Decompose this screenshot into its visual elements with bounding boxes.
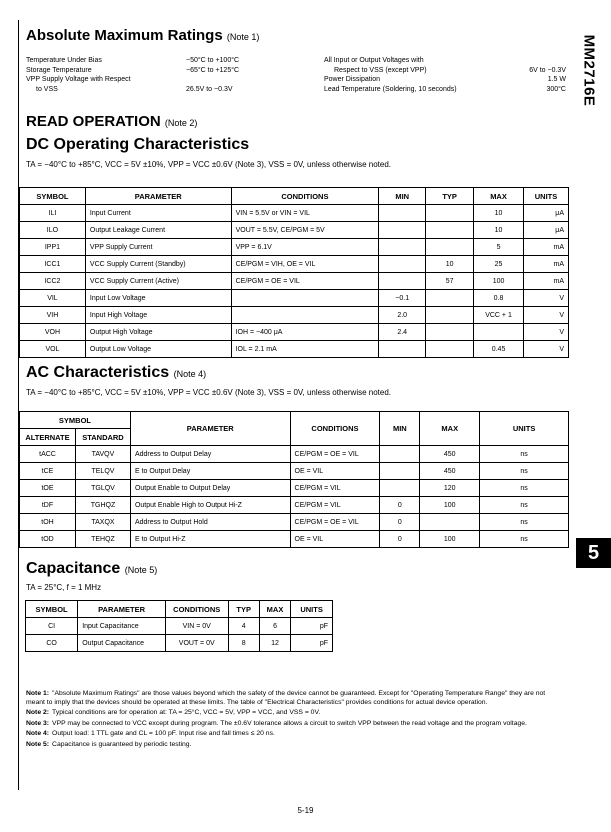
dc-header-cell: MIN bbox=[379, 188, 426, 205]
cap-cell: 12 bbox=[259, 635, 290, 652]
rating-label: Storage Temperature bbox=[26, 66, 92, 74]
dc-table bbox=[19, 187, 569, 358]
rating-label: VPP Supply Voltage with Respect bbox=[26, 76, 131, 84]
cap-header-cell: TYP bbox=[228, 601, 259, 618]
dc-cell bbox=[231, 307, 379, 324]
rating-label: to VSS bbox=[36, 85, 58, 93]
cap-cell: CI bbox=[26, 618, 78, 635]
dc-header-cell: MAX bbox=[474, 188, 524, 205]
dc-cell bbox=[426, 222, 474, 239]
ac-cell: ns bbox=[480, 446, 569, 463]
dc-cell: VIH bbox=[20, 307, 86, 324]
side-title: MM2716E bbox=[580, 34, 598, 107]
dc-cell bbox=[379, 256, 426, 273]
ac-cell: 450 bbox=[420, 446, 480, 463]
note-text: VPP may be connected to VCC except during program. The ±0.6V tolerance allows a circuit to switch VPP between the read voltage and the program voltage. bbox=[52, 719, 527, 727]
ac-cell: ns bbox=[480, 514, 569, 531]
rating-label: Temperature Under Bias bbox=[26, 57, 102, 64]
dc-cell bbox=[426, 205, 474, 222]
dc-cell: μA bbox=[523, 205, 568, 222]
note-item bbox=[26, 741, 556, 750]
dc-header-cell: SYMBOL bbox=[20, 188, 86, 205]
dc-conditions: TA = −40°C to +85°C, VCC = 5V ±10%, VPP = VCC ±0.6V (Note 3), VSS = 0V, unless otherwise noted. bbox=[26, 160, 392, 169]
dc-cell bbox=[379, 273, 426, 290]
dc-cell: VOL bbox=[20, 341, 86, 358]
dc-cell: 10 bbox=[426, 256, 474, 273]
table-row bbox=[20, 446, 569, 463]
dc-cell: IOL = 2.1 mA bbox=[231, 341, 379, 358]
dc-cell: Output Leakage Current bbox=[85, 222, 231, 239]
table-row bbox=[20, 497, 569, 514]
rating-row bbox=[26, 85, 276, 95]
ac-cell: ns bbox=[480, 480, 569, 497]
cap-header-cell: MAX bbox=[259, 601, 290, 618]
rating-label: Power Dissipation bbox=[324, 76, 381, 84]
dc-cell: 100 bbox=[474, 273, 524, 290]
dc-cell: VPP = 6.1V bbox=[231, 239, 379, 256]
ac-cell: TGHQZ bbox=[75, 497, 130, 514]
rating-value: −50°C to +100°C bbox=[186, 57, 240, 64]
dc-cell: ICC1 bbox=[20, 256, 86, 273]
ac-symbol-header: SYMBOL bbox=[20, 412, 131, 429]
dc-header-cell: PARAMETER bbox=[85, 188, 231, 205]
ac-cell: tOE bbox=[20, 480, 76, 497]
dc-cell: VOUT = 5.5V, CE/PGM = 5V bbox=[231, 222, 379, 239]
rating-label: Respect to VSS (except VPP) bbox=[334, 66, 427, 74]
note-label: Note 2: bbox=[26, 709, 50, 716]
read-op-title: READ OPERATION bbox=[26, 113, 161, 130]
dc-cell bbox=[379, 205, 426, 222]
dc-cell: mA bbox=[523, 239, 568, 256]
table-row bbox=[20, 239, 569, 256]
ac-cell: OE = VIL bbox=[290, 531, 380, 548]
cap-table bbox=[25, 600, 333, 652]
ac-cell: ns bbox=[480, 531, 569, 548]
ac-cell: ns bbox=[480, 497, 569, 514]
ac-cell: CE/PGM = OE = VIL bbox=[290, 446, 380, 463]
note-label: Note 3: bbox=[26, 719, 50, 727]
note-item bbox=[26, 730, 556, 739]
ac-cell: E to Output Delay bbox=[130, 463, 290, 480]
dc-cell: V bbox=[523, 341, 568, 358]
note-item bbox=[26, 709, 556, 718]
ac-cell: tCE bbox=[20, 463, 76, 480]
ac-cell: 120 bbox=[420, 480, 480, 497]
dc-cell: VCC + 1 bbox=[474, 307, 524, 324]
ac-cell: tOH bbox=[20, 514, 76, 531]
rating-label: Lead Temperature (Soldering, 10 seconds) bbox=[324, 85, 457, 93]
rating-row bbox=[324, 66, 566, 76]
read-op-note: (Note 2) bbox=[164, 118, 198, 128]
dc-cell: V bbox=[523, 324, 568, 341]
cap-header-cell: UNITS bbox=[291, 601, 333, 618]
ac-note: (Note 4) bbox=[173, 369, 207, 379]
abs-max-title: Absolute Maximum Ratings bbox=[26, 27, 223, 44]
dc-cell: Input Current bbox=[85, 205, 231, 222]
dc-title: DC Operating Characteristics bbox=[26, 136, 250, 153]
ac-alternate-header: ALTERNATE bbox=[20, 429, 76, 446]
cap-header-cell: CONDITIONS bbox=[165, 601, 228, 618]
note-text: Capacitance is guaranteed by periodic testing. bbox=[52, 740, 192, 748]
dc-cell: Input Low Voltage bbox=[85, 290, 231, 307]
ac-cell: Address to Output Delay bbox=[130, 446, 290, 463]
dc-cell: 57 bbox=[426, 273, 474, 290]
ac-cell: 0 bbox=[380, 497, 420, 514]
notes-block bbox=[26, 690, 556, 751]
dc-cell: Input High Voltage bbox=[85, 307, 231, 324]
ac-heading bbox=[26, 364, 206, 382]
dc-cell bbox=[379, 239, 426, 256]
dc-cell bbox=[426, 290, 474, 307]
ac-max-header: MAX bbox=[420, 412, 480, 446]
ac-cell: 100 bbox=[420, 497, 480, 514]
dc-cell bbox=[379, 222, 426, 239]
rating-value: −65°C to +125°C bbox=[186, 66, 240, 74]
cap-table-header bbox=[26, 601, 333, 618]
ac-cell: TELQV bbox=[75, 463, 130, 480]
dc-cell: 10 bbox=[474, 222, 524, 239]
dc-cell: 10 bbox=[474, 205, 524, 222]
dc-cell: VIL bbox=[20, 290, 86, 307]
dc-cell: VOH bbox=[20, 324, 86, 341]
table-row bbox=[26, 635, 333, 652]
dc-cell: IOH = −400 μA bbox=[231, 324, 379, 341]
cap-cell: CO bbox=[26, 635, 78, 652]
dc-cell bbox=[379, 341, 426, 358]
ac-cell: TEHQZ bbox=[75, 531, 130, 548]
table-row bbox=[20, 480, 569, 497]
ac-parameter-header: PARAMETER bbox=[130, 412, 290, 446]
dc-cell: Output High Voltage bbox=[85, 324, 231, 341]
table-row bbox=[20, 514, 569, 531]
dc-cell: mA bbox=[523, 273, 568, 290]
ac-min-header: MIN bbox=[380, 412, 420, 446]
table-row bbox=[26, 618, 333, 635]
rating-value: 6V to −0.3V bbox=[529, 66, 566, 74]
ac-cell: 100 bbox=[420, 531, 480, 548]
dc-cell: VCC Supply Current (Active) bbox=[85, 273, 231, 290]
table-row bbox=[20, 256, 569, 273]
ac-conditions: TA = −40°C to +85°C, VCC = 5V ±10%, VPP = VCC ±0.6V (Note 3), VSS = 0V, unless otherwise noted. bbox=[26, 388, 392, 397]
ac-cell: 450 bbox=[420, 463, 480, 480]
dc-cell: VCC Supply Current (Standby) bbox=[85, 256, 231, 273]
dc-cell: V bbox=[523, 290, 568, 307]
ac-cell: E to Output Hi-Z bbox=[130, 531, 290, 548]
ac-cell: CE/PGM = OE = VIL bbox=[290, 514, 380, 531]
table-row bbox=[20, 222, 569, 239]
ac-title: AC Characteristics bbox=[26, 364, 170, 381]
dc-cell: ILI bbox=[20, 205, 86, 222]
read-op-heading bbox=[26, 113, 197, 130]
table-row bbox=[20, 324, 569, 341]
dc-cell: 2.0 bbox=[379, 307, 426, 324]
cap-title: Capacitance bbox=[26, 560, 121, 577]
ac-cell: Output Enable to Output Delay bbox=[130, 480, 290, 497]
cap-cell: VOUT = 0V bbox=[165, 635, 228, 652]
cap-cell: pF bbox=[291, 618, 333, 635]
table-row bbox=[20, 463, 569, 480]
rating-value: 1.5 W bbox=[547, 76, 566, 84]
table-row bbox=[20, 531, 569, 548]
dc-cell: 5 bbox=[474, 239, 524, 256]
note-label: Note 1: bbox=[26, 690, 50, 697]
ac-cell: TAXQX bbox=[75, 514, 130, 531]
abs-max-right bbox=[324, 56, 566, 94]
dc-cell: 25 bbox=[474, 256, 524, 273]
cap-cell: 4 bbox=[228, 618, 259, 635]
ac-cell: tACC bbox=[20, 446, 76, 463]
ac-units-header: UNITS bbox=[480, 412, 569, 446]
dc-table-header bbox=[20, 188, 569, 205]
rating-row bbox=[324, 85, 566, 95]
dc-cell: 2.4 bbox=[379, 324, 426, 341]
ac-cell: tOD bbox=[20, 531, 76, 548]
table-row bbox=[20, 290, 569, 307]
dc-cell: VPP Supply Current bbox=[85, 239, 231, 256]
rating-value: 26.5V to −0.3V bbox=[186, 85, 233, 93]
ac-table bbox=[19, 411, 569, 548]
dc-cell: ILO bbox=[20, 222, 86, 239]
dc-cell bbox=[426, 307, 474, 324]
dc-cell: −0.1 bbox=[379, 290, 426, 307]
ac-cell: 0 bbox=[380, 514, 420, 531]
dc-cell bbox=[426, 324, 474, 341]
dc-heading bbox=[26, 136, 249, 154]
note-text: "Absolute Maximum Ratings" are those values beyond which the safety of the device cannot be guaranteed. Except for "Operating Temperature Range" they are not meant to imply that the devices should be operated at these limits. The table of "Electrical Characteristics" provides conditions for actual device operation. bbox=[26, 690, 546, 706]
note-text: Output load: 1 TTL gate and CL = 100 pF. Input rise and fall times ≤ 20 ns. bbox=[52, 730, 275, 737]
dc-cell bbox=[426, 341, 474, 358]
ac-cell: Address to Output Hold bbox=[130, 514, 290, 531]
ac-cell bbox=[380, 446, 420, 463]
ac-cell bbox=[420, 514, 480, 531]
ac-cell: TAVQV bbox=[75, 446, 130, 463]
dc-header-cell: UNITS bbox=[523, 188, 568, 205]
cap-note: (Note 5) bbox=[124, 565, 158, 575]
ac-cell: ns bbox=[480, 463, 569, 480]
rating-value: 300°C bbox=[546, 85, 566, 93]
cap-cell: pF bbox=[291, 635, 333, 652]
cap-cell: VIN = 0V bbox=[165, 618, 228, 635]
cap-heading bbox=[26, 560, 157, 578]
dc-cell bbox=[474, 324, 524, 341]
dc-header-cell: TYP bbox=[426, 188, 474, 205]
rating-label: All Input or Output Voltages with bbox=[324, 57, 424, 64]
dc-cell: V bbox=[523, 307, 568, 324]
cap-cell: Output Capacitance bbox=[78, 635, 166, 652]
ac-cell: CE/PGM = VIL bbox=[290, 497, 380, 514]
cap-header-cell: PARAMETER bbox=[78, 601, 166, 618]
page-number: 5-19 bbox=[297, 806, 314, 815]
cap-header-cell: SYMBOL bbox=[26, 601, 78, 618]
ac-cell: TGLQV bbox=[75, 480, 130, 497]
rating-row bbox=[26, 75, 276, 85]
table-row bbox=[20, 273, 569, 290]
table-row bbox=[20, 307, 569, 324]
side-title-box bbox=[572, 22, 608, 132]
note-label: Note 5: bbox=[26, 740, 50, 748]
note-item bbox=[26, 720, 556, 729]
table-row bbox=[20, 205, 569, 222]
ac-cell bbox=[380, 480, 420, 497]
dc-cell: CE/PGM = OE = VIL bbox=[231, 273, 379, 290]
dc-cell: 0.8 bbox=[474, 290, 524, 307]
cap-conditions: TA = 25°C, f = 1 MHz bbox=[26, 583, 102, 592]
rating-row bbox=[324, 75, 566, 85]
dc-cell: ICC2 bbox=[20, 273, 86, 290]
note-label: Note 4: bbox=[26, 730, 50, 737]
dc-cell: 0.45 bbox=[474, 341, 524, 358]
ac-cell: tDF bbox=[20, 497, 76, 514]
ac-cell: CE/PGM = VIL bbox=[290, 480, 380, 497]
ac-standard-header: STANDARD bbox=[75, 429, 130, 446]
dc-cell: Output Low Voltage bbox=[85, 341, 231, 358]
dc-cell: mA bbox=[523, 256, 568, 273]
dc-cell: μA bbox=[523, 222, 568, 239]
note-text: Typical conditions are for operation at: TA = 25°C, VCC = 5V, VPP = VCC, and VSS = 0V. bbox=[52, 709, 321, 716]
rating-row bbox=[26, 66, 276, 76]
ac-conditions-header: CONDITIONS bbox=[290, 412, 380, 446]
dc-cell: IPP1 bbox=[20, 239, 86, 256]
cap-cell: 6 bbox=[259, 618, 290, 635]
rating-value bbox=[186, 75, 276, 85]
dc-cell bbox=[231, 290, 379, 307]
rating-row bbox=[324, 56, 566, 66]
ac-cell: 0 bbox=[380, 531, 420, 548]
dc-header-cell: CONDITIONS bbox=[231, 188, 379, 205]
note-item bbox=[26, 690, 556, 707]
dc-cell: CE/PGM = VIH, OE = VIL bbox=[231, 256, 379, 273]
cap-cell: 8 bbox=[228, 635, 259, 652]
dc-cell: VIN = 5.5V or VIN = VIL bbox=[231, 205, 379, 222]
abs-max-left bbox=[26, 56, 276, 94]
table-row bbox=[20, 341, 569, 358]
dc-cell bbox=[426, 239, 474, 256]
abs-max-note: (Note 1) bbox=[226, 32, 260, 42]
ac-cell: Output Enable High to Output Hi-Z bbox=[130, 497, 290, 514]
rating-row bbox=[26, 56, 276, 66]
ac-cell: OE = VIL bbox=[290, 463, 380, 480]
ac-cell bbox=[380, 463, 420, 480]
cap-cell: Input Capacitance bbox=[78, 618, 166, 635]
abs-max-heading bbox=[26, 27, 259, 44]
section-tab: 5 bbox=[576, 538, 611, 568]
